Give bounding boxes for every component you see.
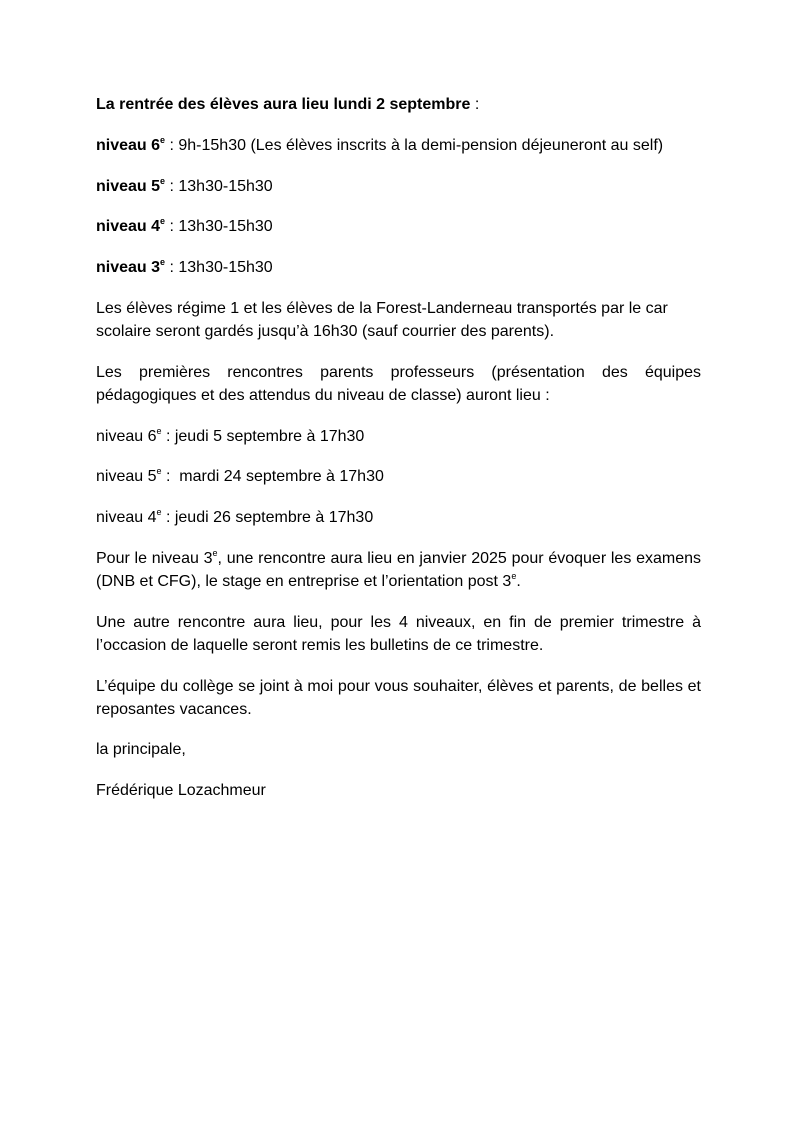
heading-line xyxy=(96,93,701,116)
heading-suffix: : xyxy=(470,96,480,113)
ordinal-suffix: e xyxy=(160,175,166,186)
level-label: niveau 3e xyxy=(96,257,166,277)
level-line-6 xyxy=(96,134,701,157)
meeting-line-5: niveau 5e : mardi 24 septembre à 17h30 xyxy=(96,466,384,486)
ordinal-suffix: e xyxy=(156,507,162,518)
meeting-line-4: niveau 4e : jeudi 26 septembre à 17h30 xyxy=(96,507,374,527)
level-label: niveau 4e xyxy=(96,216,166,236)
level-schedule: : 13h30-15h30 xyxy=(165,218,273,236)
meetings-intro-paragraph: Les premières rencontres parents professeurs (présentation des équipes pédagogiques et des attendus du niveau de classe) auront lieu : xyxy=(96,363,701,404)
ordinal-suffix: e xyxy=(156,466,162,477)
level-schedule: : 13h30-15h30 xyxy=(165,259,273,277)
level-line-3 xyxy=(96,256,701,279)
level-label: niveau 5e xyxy=(96,175,166,195)
closing-paragraph: L’équipe du collège se joint à moi pour vous souhaiter, élèves et parents, de belles et reposantes vacances. xyxy=(96,677,701,718)
ordinal-suffix: e xyxy=(156,425,162,436)
ordinal-suffix: e xyxy=(160,257,166,268)
meeting-line-6: niveau 6e : jeudi 5 septembre à 17h30 xyxy=(96,425,365,445)
level-schedule: : 9h-15h30 (Les élèves inscrits à la demi-pension déjeuneront au self) xyxy=(165,136,664,154)
heading-title: La rentrée des élèves aura lieu lundi 2 septembre xyxy=(96,96,471,113)
meeting-date: : jeudi 26 septembre à 17h30 xyxy=(161,509,374,527)
level-schedule: : 13h30-15h30 xyxy=(165,177,273,195)
level-line-5 xyxy=(96,175,701,198)
signature-name: Frédérique Lozachmeur xyxy=(96,782,266,800)
ordinal-suffix: e xyxy=(511,570,517,581)
meeting-date: : mardi 24 septembre à 17h30 xyxy=(161,468,384,486)
meeting-date: : jeudi 5 septembre à 17h30 xyxy=(161,427,365,445)
ordinal-suffix: e xyxy=(160,216,166,227)
transport-paragraph: Les élèves régime 1 et les élèves de la Forest-Landerneau transportés par le car scolaire seront gardés jusqu’à 16h30 (sauf courrier des parents). xyxy=(96,299,668,340)
letter-body xyxy=(96,93,701,820)
trimester-paragraph: Une autre rencontre aura lieu, pour les 4 niveaux, en fin de premier trimestre à l’occasion de laquelle seront remis les bulletins de ce trimestre. xyxy=(96,613,701,654)
signature-role: la principale, xyxy=(96,741,186,759)
ordinal-suffix: e xyxy=(160,134,166,145)
ordinal-suffix: e xyxy=(212,547,218,558)
level-label: niveau 6e xyxy=(96,134,166,154)
niveau3-paragraph: Pour le niveau 3e, une rencontre aura lieu en janvier 2025 pour évoquer les examens (DNB et CFG), le stage en entreprise et l’orientation post 3e. xyxy=(96,547,701,590)
level-line-4 xyxy=(96,215,701,238)
